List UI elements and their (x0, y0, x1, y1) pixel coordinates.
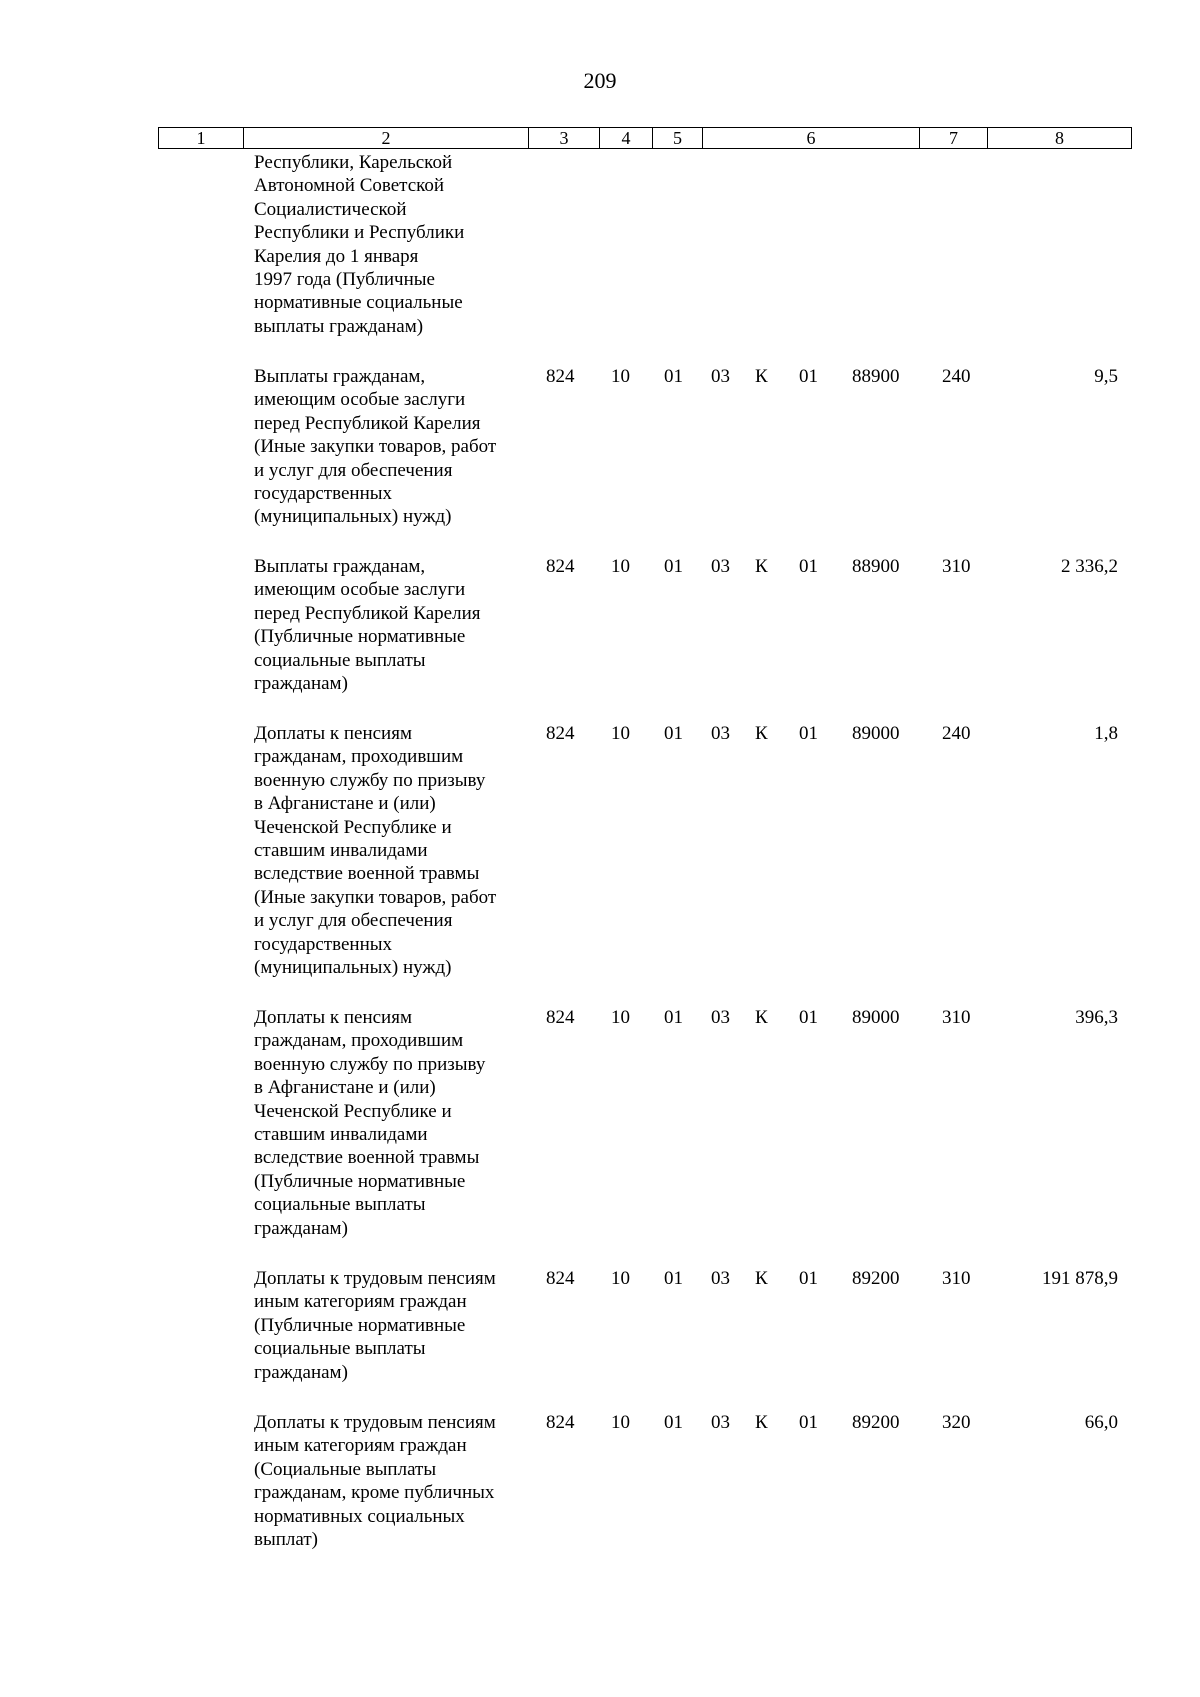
subsection-code: 01 (664, 1268, 683, 1289)
subsection-code: 01 (664, 723, 683, 744)
section-code: 10 (611, 723, 630, 744)
program-code-part: 89000 (852, 1007, 900, 1028)
row-description: Доплаты к трудовым пенсиям иным категориям граждан (Публичные нормативные социальные выплаты гражданам) (254, 1268, 496, 1383)
header-col-2: 2 (244, 128, 529, 148)
expense-type-code: 320 (942, 1412, 971, 1433)
amount: 191 878,9 (1042, 1268, 1118, 1289)
program-code-part: 89200 (852, 1412, 900, 1433)
amount: 9,5 (1094, 366, 1118, 387)
amount: 396,3 (1075, 1007, 1118, 1028)
section-code: 10 (611, 366, 630, 387)
section-code: 10 (611, 556, 630, 577)
program-code-part: 88900 (852, 556, 900, 577)
program-code-part: 01 (799, 723, 818, 744)
expense-type-code: 310 (942, 1007, 971, 1028)
section-code: 10 (611, 1268, 630, 1289)
program-code-part: К (755, 366, 768, 387)
program-code-part: 03 (711, 556, 730, 577)
expense-type-code: 310 (942, 1268, 971, 1289)
program-code-part: 89200 (852, 1268, 900, 1289)
program-code-part: 89000 (852, 723, 900, 744)
program-code-part: 01 (799, 1412, 818, 1433)
program-code-part: 01 (799, 1268, 818, 1289)
program-code-part: 03 (711, 1268, 730, 1289)
program-code-part: К (755, 556, 768, 577)
header-col-8: 8 (1055, 128, 1064, 148)
ministry-code: 824 (546, 1412, 575, 1433)
row-description: Доплаты к пенсиям гражданам, проходившим военную службу по призыву в Афганистане и (или) Чеченской Республике и ставшим инвалидами вследствие военной травмы (Публичные нормативные социальные выплаты гражданам) (254, 1007, 486, 1239)
program-code-part: К (755, 1007, 768, 1028)
program-code-part: 03 (711, 1007, 730, 1028)
program-code-part: К (755, 1412, 768, 1433)
program-code-part: 01 (799, 366, 818, 387)
program-code-part: К (755, 723, 768, 744)
header-col-6: 6 (703, 128, 920, 148)
amount: 1,8 (1094, 723, 1118, 744)
ministry-code: 824 (546, 556, 575, 577)
table-header (158, 127, 1132, 149)
header-col-4: 4 (600, 128, 653, 148)
subsection-code: 01 (664, 556, 683, 577)
program-code-part: К (755, 1268, 768, 1289)
expense-type-code: 240 (942, 366, 971, 387)
row-description: Доплаты к трудовым пенсиям иным категориям граждан (Социальные выплаты гражданам, кроме публичных нормативных социальных выплат) (254, 1412, 496, 1551)
section-code: 10 (611, 1412, 630, 1433)
program-code-part: 03 (711, 1412, 730, 1433)
expense-type-code: 240 (942, 723, 971, 744)
program-code-part: 01 (799, 556, 818, 577)
header-col-1: 1 (159, 128, 244, 148)
subsection-code: 01 (664, 1007, 683, 1028)
subsection-code: 01 (664, 1412, 683, 1433)
program-code-part: 03 (711, 723, 730, 744)
ministry-code: 824 (546, 1007, 575, 1028)
row-description: Выплаты гражданам, имеющим особые заслуги перед Республикой Карелия (Публичные нормативные социальные выплаты гражданам) (254, 556, 481, 695)
amount: 2 336,2 (1061, 556, 1118, 577)
header-col-5: 5 (653, 128, 703, 148)
ministry-code: 824 (546, 366, 575, 387)
page-number: 209 (583, 68, 617, 93)
amount: 66,0 (1084, 1412, 1118, 1433)
header-col-7: 7 (920, 128, 988, 148)
ministry-code: 824 (546, 1268, 575, 1289)
program-code-part: 03 (711, 366, 730, 387)
subsection-code: 01 (664, 366, 683, 387)
ministry-code: 824 (546, 723, 575, 744)
continuation-description: Республики, Карельской Автономной Советской Социалистической Республики и Республики Карелия до 1 января 1997 года (Публичные нормативные социальные выплаты гражданам) (254, 152, 465, 337)
program-code-part: 88900 (852, 366, 900, 387)
row-description: Выплаты гражданам, имеющим особые заслуги перед Республикой Карелия (Иные закупки товаров, работ и услуг для обеспечения государственных (муниципальных) нужд) (254, 366, 497, 528)
expense-type-code: 310 (942, 556, 971, 577)
section-code: 10 (611, 1007, 630, 1028)
program-code-part: 01 (799, 1007, 818, 1028)
row-description: Доплаты к пенсиям гражданам, проходившим военную службу по призыву в Афганистане и (или) Чеченской Республике и ставшим инвалидами вследствие военной травмы (Иные закупки товаров, работ и услуг для обеспечения государственных (муниципальных) нужд) (254, 723, 497, 979)
header-col-3: 3 (529, 128, 600, 148)
